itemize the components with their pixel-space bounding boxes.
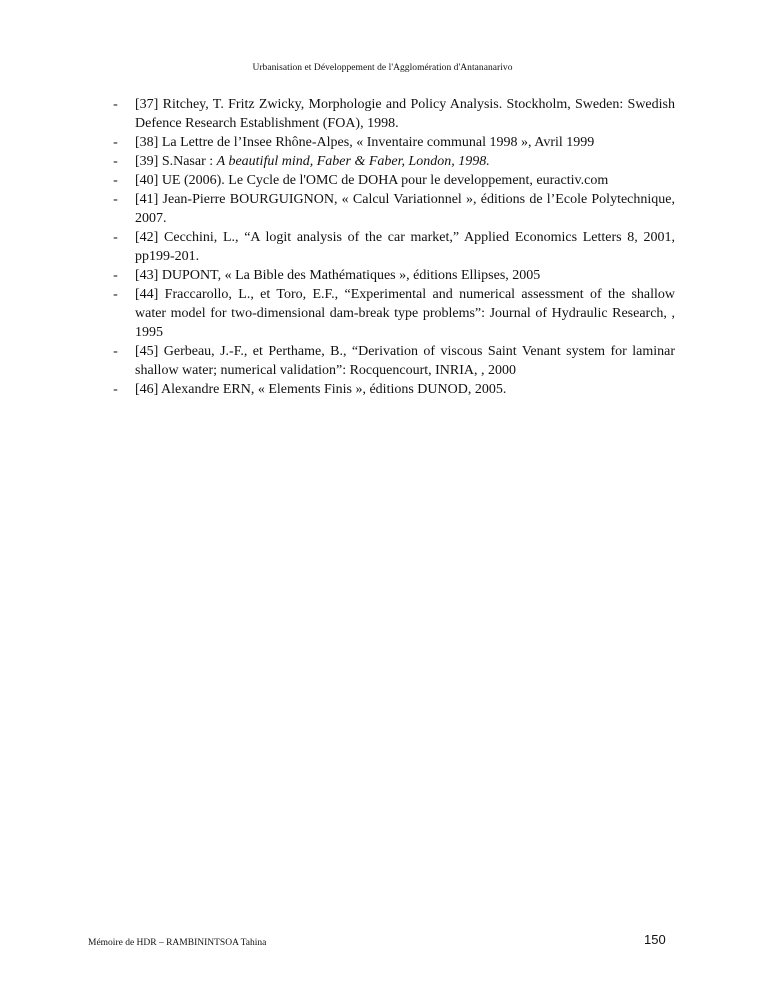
list-dash: - <box>113 135 118 150</box>
reference-item-42 <box>108 228 675 266</box>
reference-text: [38] La Lettre de l’Insee Rhône-Alpes, « Inventaire communal 1998 », Avril 1999 <box>135 135 595 150</box>
reference-text: [41] Jean-Pierre BOURGUIGNON, « Calcul Variationnel », éditions de l’Ecole Polytechnique, 2007. <box>135 192 675 226</box>
reference-item-37 <box>108 95 675 133</box>
reference-text: [45] Gerbeau, J.-F., et Perthame, B., “Derivation of viscous Saint Venant system for laminar shallow water; numerical validation”: Rocquencourt, INRIA, , 2000 <box>135 344 675 378</box>
list-dash: - <box>113 173 118 188</box>
reference-item-45 <box>108 342 675 380</box>
running-header: Urbanisation et Développement de l'Agglomération d'Antananarivo <box>252 63 513 73</box>
reference-text: [44] Fraccarollo, L., et Toro, E.F., “Experimental and numerical assessment of the shallow water model for two-dimensional dam-break type problems”: Journal of Hydraulic Research, , 1995 <box>135 287 675 340</box>
reference-item-46 <box>108 380 675 399</box>
reference-list <box>108 95 675 399</box>
list-dash: - <box>113 287 118 302</box>
list-dash: - <box>113 344 118 359</box>
list-dash: - <box>113 154 118 169</box>
reference-title-italic: A beautiful mind, Faber & Faber, London, 1998. <box>216 154 490 169</box>
list-dash: - <box>113 97 118 112</box>
reference-text-wrapper <box>135 152 675 171</box>
list-dash: - <box>113 382 118 397</box>
reference-text: [43] DUPONT, « La Bible des Mathématiques », éditions Ellipses, 2005 <box>135 268 541 283</box>
reference-text: [39] S.Nasar : <box>135 154 217 169</box>
reference-text: [46] Alexandre ERN, « Elements Finis », éditions DUNOD, 2005. <box>135 382 507 397</box>
reference-item-41 <box>108 190 675 228</box>
reference-text: [37] Ritchey, T. Fritz Zwicky, Morphologie and Policy Analysis. Stockholm, Sweden: Swedish Defence Research Establishment (FOA), 1998. <box>135 97 675 131</box>
reference-item-40 <box>108 171 675 190</box>
page-number: 150 <box>644 932 666 947</box>
reference-item-39 <box>108 152 675 171</box>
list-dash: - <box>113 268 118 283</box>
list-dash: - <box>113 192 118 207</box>
reference-text: [42] Cecchini, L., “A logit analysis of the car market,” Applied Economics Letters 8, 2001, pp199-201. <box>135 230 675 264</box>
reference-item-38 <box>108 133 675 152</box>
list-dash: - <box>113 230 118 245</box>
reference-text: [40] UE (2006). Le Cycle de l'OMC de DOHA pour le developpement, euractiv.com <box>135 173 609 188</box>
reference-item-43 <box>108 266 675 285</box>
footer-author: Mémoire de HDR – RAMBININTSOA Tahina <box>88 938 267 948</box>
reference-item-44 <box>108 285 675 342</box>
